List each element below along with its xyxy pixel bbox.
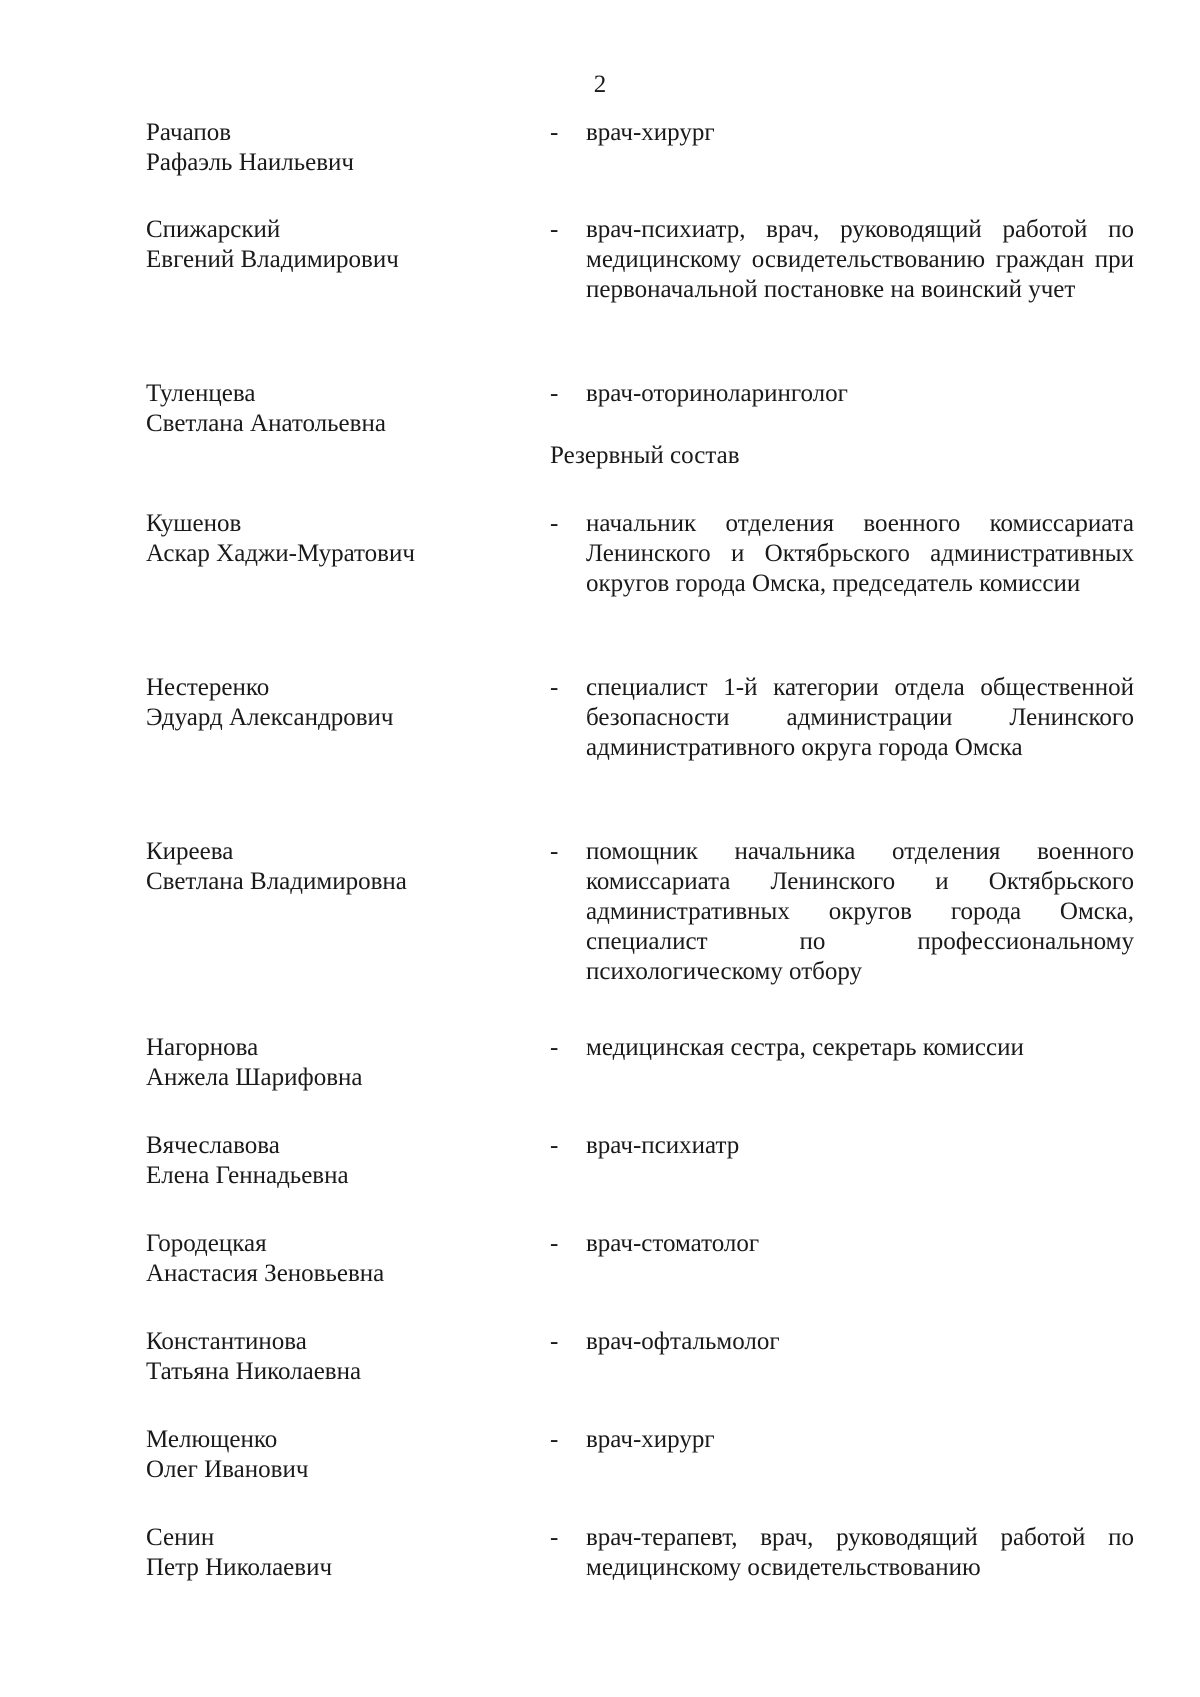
role: медицинская сестра, секретарь комиссии — [586, 1034, 1024, 1061]
given-names: Анастасия Зеновьевна — [146, 1260, 385, 1287]
surname: Киреева — [146, 838, 234, 865]
role: врач-стоматолог — [586, 1230, 760, 1257]
role: помощник начальника отделения военного комиссариата Ленинского и Октябрьского административных округов города Омска, специалист по профессиональному психологическому отбору — [586, 838, 1134, 985]
surname: Спижарский — [146, 216, 281, 243]
dash: - — [550, 838, 559, 865]
given-names: Петр Николаевич — [146, 1554, 333, 1581]
dash: - — [550, 119, 559, 146]
given-names: Елена Геннадьевна — [146, 1162, 349, 1189]
role: врач-хирург — [586, 1426, 715, 1453]
person-name — [146, 1033, 546, 1093]
surname: Нагорнова — [146, 1034, 259, 1061]
role: врач-психиатр — [586, 1132, 740, 1159]
dash: - — [550, 380, 559, 407]
role: врач-терапевт, врач, руководящий работой по медицинскому освидетельствованию — [586, 1524, 1134, 1581]
role: врач-психиатр, врач, руководящий работой по медицинскому освидетельствованию граждан при первоначальной постановке на воинский учет — [586, 216, 1134, 303]
given-names: Светлана Анатольевна — [146, 410, 386, 437]
surname: Нестеренко — [146, 674, 270, 701]
role: врач-хирург — [586, 119, 715, 146]
dash: - — [550, 1034, 559, 1061]
role: врач-оториноларинголог — [586, 380, 848, 407]
person-name — [146, 1229, 546, 1289]
section-heading: Резервный состав — [550, 442, 740, 469]
person-name — [146, 509, 546, 569]
role: специалист 1-й категории отдела общественной безопасности администрации Ленинского административного округа города Омска — [586, 674, 1134, 761]
given-names: Евгений Владимирович — [146, 246, 399, 273]
dash: - — [550, 674, 559, 701]
person-name — [146, 837, 546, 897]
surname: Туленцева — [146, 380, 256, 407]
surname: Кушенов — [146, 510, 242, 537]
given-names: Олег Иванович — [146, 1456, 309, 1483]
person-name — [146, 379, 546, 439]
given-names: Аскар Хаджи-Муратович — [146, 540, 415, 567]
page-number: 2 — [593, 71, 607, 98]
surname: Вячеславова — [146, 1132, 280, 1159]
person-name — [146, 1523, 546, 1583]
dash: - — [550, 1328, 559, 1355]
surname: Константинова — [146, 1328, 307, 1355]
given-names: Анжела Шарифовна — [146, 1064, 363, 1091]
surname: Рачапов — [146, 119, 232, 146]
dash: - — [550, 1524, 559, 1551]
person-name — [146, 1425, 546, 1485]
role: врач-офтальмолог — [586, 1328, 780, 1355]
given-names: Татьяна Николаевна — [146, 1358, 362, 1385]
dash: - — [550, 1132, 559, 1159]
person-name — [146, 1131, 546, 1191]
given-names: Рафаэль Наильевич — [146, 149, 354, 176]
person-name — [146, 118, 546, 178]
surname: Городецкая — [146, 1230, 267, 1257]
person-name — [146, 1327, 546, 1387]
given-names: Светлана Владимировна — [146, 868, 407, 895]
person-name — [146, 215, 546, 275]
dash: - — [550, 216, 559, 243]
given-names: Эдуард Александрович — [146, 704, 394, 731]
person-name — [146, 673, 546, 733]
dash: - — [550, 1230, 559, 1257]
dash: - — [550, 510, 559, 537]
role: начальник отделения военного комиссариата Ленинского и Октябрьского административных округов города Омска, председатель комиссии — [586, 510, 1134, 597]
surname: Сенин — [146, 1524, 215, 1551]
dash: - — [550, 1426, 559, 1453]
surname: Мелющенко — [146, 1426, 278, 1453]
